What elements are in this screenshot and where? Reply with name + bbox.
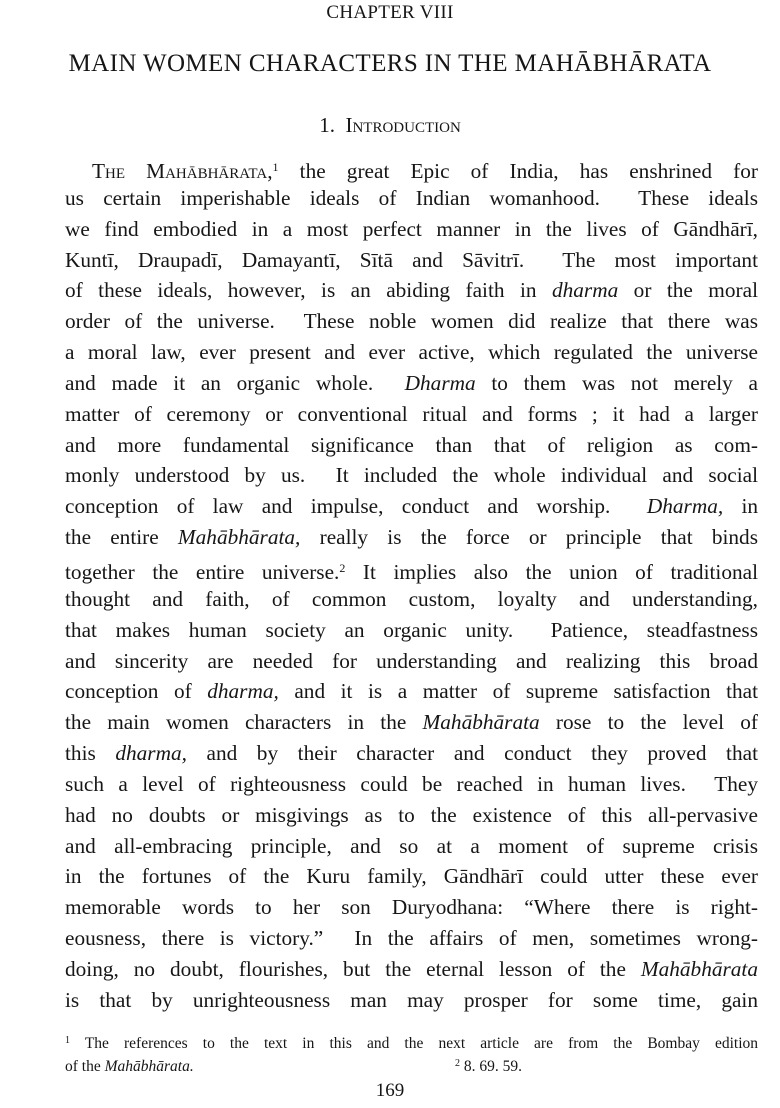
text-line <box>65 522 758 553</box>
text-segment: the main women characters in the <box>65 710 423 735</box>
text-line <box>65 368 758 399</box>
text-segment: is that by unrighteousness man may prosper for some time, gain <box>65 987 758 1012</box>
text-segment: and more fundamental significance than that of religion as com- <box>65 432 758 457</box>
text-segment: and it is a matter of supreme satisfaction that <box>278 679 758 704</box>
footnote-reference: 2 <box>339 560 346 575</box>
text-line <box>65 831 758 862</box>
text-segment: to them was not merely a <box>475 370 759 395</box>
text-segment: in the fortunes of the Kuru family, Gāndhārī could utter these ever <box>65 864 758 889</box>
chapter-heading: CHAPTER VIII <box>326 2 454 23</box>
text-segment: in <box>723 494 759 519</box>
text-segment: really is the force or principle that binds <box>300 525 758 550</box>
text-segment: Dharma <box>404 370 476 395</box>
text-segment: Dharma, <box>646 494 724 519</box>
text-segment: and by their character and conduct they proved that <box>186 741 758 766</box>
text-segment: us certain imperishable ideals of Indian womanhood. These ideals <box>65 185 758 210</box>
text-segment: memorable words to her son Duryodhana: “Where there is right- <box>65 895 758 920</box>
text-segment: had no doubts or misgivings as to the existence of this all-pervasive <box>65 802 758 827</box>
text-segment: conception of law and impulse, conduct and worship. <box>65 494 647 519</box>
text-line <box>65 985 758 1016</box>
text-segment: we find embodied in a most perfect manner in the lives of Gāndhārī, <box>65 216 758 241</box>
footnote-mark: 2 <box>455 1058 460 1069</box>
footnote-1-continued <box>65 1058 758 1076</box>
page-number: 169 <box>375 1080 405 1101</box>
text-segment: and all-embracing principle, and so at a moment of supreme crisis <box>65 833 758 858</box>
text-line <box>65 491 758 522</box>
text-line <box>65 707 758 738</box>
text-segment: The Mahābhārata, <box>92 159 273 183</box>
text-line <box>65 460 758 491</box>
text-line <box>65 738 758 769</box>
footnote-italic: Mahābhārata. <box>104 1058 194 1075</box>
section-number: 1. <box>319 113 335 137</box>
text-line <box>65 584 758 615</box>
text-segment: a moral law, ever present and ever active, which regulated the universe <box>65 340 758 365</box>
footnote-text: of the <box>65 1058 105 1075</box>
text-segment: It implies also the union of traditional <box>345 559 758 584</box>
text-line <box>65 553 758 584</box>
text-line <box>65 615 758 646</box>
text-line <box>65 892 758 923</box>
text-segment: that makes human society an organic unity. Patience, steadfastness <box>65 617 758 642</box>
footnote-1 <box>65 1035 758 1053</box>
text-segment: matter of ceremony or conventional ritual and forms ; it had a larger <box>65 401 758 426</box>
text-line <box>65 430 758 461</box>
text-segment: dharma, <box>115 741 187 766</box>
text-segment: such a level of righteousness could be reached in human lives. They <box>65 771 758 796</box>
text-line <box>65 861 758 892</box>
body-text <box>65 152 758 1016</box>
text-line <box>65 245 758 276</box>
footnote-mark: 1 <box>65 1035 70 1046</box>
text-segment: or the moral <box>618 278 758 303</box>
footnote-reference: 1 <box>272 160 279 174</box>
text-segment: of these ideals, however, is an abiding faith in <box>65 278 552 303</box>
footnote-text: The references to the text in this and the next article are from the Bombay edition <box>70 1035 758 1052</box>
text-line <box>65 399 758 430</box>
section-name: Introduction <box>345 113 461 137</box>
section-heading <box>0 113 780 138</box>
text-line <box>65 275 758 306</box>
text-line <box>65 646 758 677</box>
text-segment: dharma, <box>207 679 279 704</box>
chapter-title: MAIN WOMEN CHARACTERS IN THE MAHĀBHĀRATA <box>68 50 712 77</box>
text-segment: monly understood by us. It included the whole individual and social <box>65 463 758 488</box>
footnote-text: 8. 69. 59. <box>460 1058 522 1075</box>
text-segment: rose to the level of <box>539 710 758 735</box>
footnote-2 <box>455 1058 522 1076</box>
text-line <box>65 923 758 954</box>
text-line <box>65 214 758 245</box>
text-line <box>65 306 758 337</box>
text-segment: Mahābhārata, <box>177 525 301 550</box>
text-segment: conception of <box>65 679 208 704</box>
text-line <box>65 183 758 214</box>
text-line <box>65 676 758 707</box>
text-segment: Kuntī, Draupadī, Damayantī, Sītā and Sāvitrī. The most important <box>65 247 758 272</box>
text-line <box>65 800 758 831</box>
text-line <box>65 337 758 368</box>
text-segment: the great Epic of India, has enshrined for <box>278 159 758 183</box>
text-segment: doing, no doubt, flourishes, but the eternal lesson of the <box>65 956 641 981</box>
text-segment: and made it an organic whole. <box>65 370 405 395</box>
text-segment: together the entire universe. <box>65 559 340 584</box>
text-segment: the entire <box>65 525 178 550</box>
text-segment: order of the universe. These noble women did realize that there was <box>65 309 758 334</box>
text-segment: this <box>65 741 116 766</box>
text-segment: Mahābhārata <box>640 956 758 981</box>
text-line <box>65 769 758 800</box>
text-line <box>65 954 758 985</box>
text-segment: and sincerity are needed for understanding and realizing this broad <box>65 648 758 673</box>
text-segment: thought and faith, of common custom, loyalty and understanding, <box>65 586 758 611</box>
text-segment: dharma <box>551 278 619 303</box>
text-line <box>65 152 758 183</box>
text-segment: Mahābhārata <box>422 710 540 735</box>
text-segment: eousness, there is victory.” In the affairs of men, sometimes wrong- <box>65 926 758 951</box>
